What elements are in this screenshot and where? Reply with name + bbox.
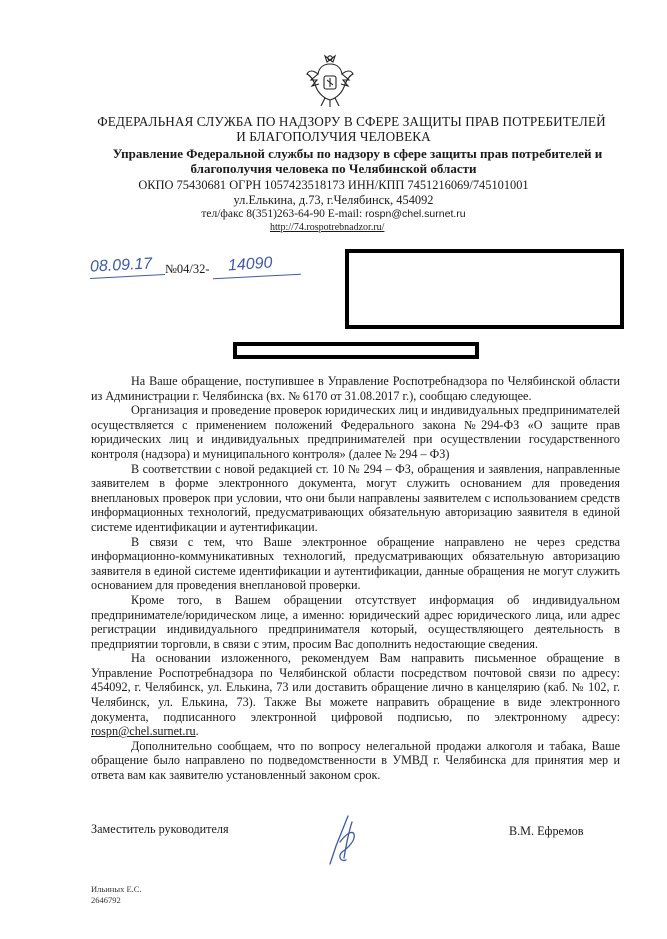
department-name-line1: Управление Федеральной службы по надзору в сфере защиты прав потребителей и — [112, 146, 603, 161]
website-link[interactable]: http://74.rospotrebnadzor.ru/ — [270, 222, 385, 233]
body-email-link[interactable]: rospn@chel.surnet.ru — [91, 724, 196, 739]
contact-line — [0, 208, 667, 220]
header-email-link[interactable]: rospn@chel.surnet.ru — [365, 208, 466, 220]
paragraph-2: Организация и проведение проверок юридических лиц и индивидуальных предпринимателей осуществляется с применением положений Федерального закона №294-ФЗ «О защите прав юридических лиц и индивидуальных предпринимателей при осуществлении государственного контроля (надзора) и муниципального контроля» (далее № 294 – ФЗ) — [91, 403, 620, 461]
redacted-salutation — [233, 342, 479, 359]
paragraph-1: На Ваше обращение, поступившее в Управление Роспотребнадзора по Челябинской области из Администрации г. Челябинска (вх. № 6170 от 31.08.2017 г.), сообщаю следующее. — [91, 374, 620, 403]
letter-body — [91, 374, 620, 783]
organization-address: ул.Елькина, д.73, г.Челябинск, 454092 — [233, 193, 434, 207]
handwritten-registration-number: 14090 — [227, 254, 274, 275]
executor-name: Ильиных Е.С. — [91, 884, 142, 894]
paragraph-5: Кроме того, в Вашем обращении отсутствует информация об индивидуальном предпринимателе/юридическом лице, а именно: юридический адрес юридического лица, или адрес регистрации индивидуального предпринимателя который, осуществляющего деятельность в предприятии торговли, в связи с этим, просим Вас дополнить недостающие сведения. — [91, 592, 620, 651]
agency-name-line1: ФЕДЕРАЛЬНАЯ СЛУЖБА ПО НАДЗОРУ В СФЕРЕ ЗАЩИТЫ ПРАВ ПОТРЕБИТЕЛЕЙ — [97, 114, 606, 129]
organization-codes: ОКПО 75430681 ОГРН 1057423518173 ИНН/КПП 7451216069/745101001 — [138, 178, 529, 192]
redacted-addressee-block — [345, 249, 624, 329]
handwritten-signature — [318, 812, 370, 870]
coat-of-arms-emblem — [305, 52, 355, 110]
executor-info — [91, 884, 142, 906]
executor-phone: 2646792 — [91, 895, 121, 905]
handwritten-date: 08.09.17 — [89, 255, 153, 276]
phone-fax: тел/факс 8(351)263-64-90 E-mail: — [201, 208, 366, 220]
registration-number-prefix: №04/32- — [165, 262, 210, 276]
paragraph-6-text: На основании изложенного, рекомендуем Вам направить письменное обращение в Управление Роспотребнадзора по Челябинской области посредством почтовой связи по адресу: 454092, г. Челябинск, ул. Елькина, 73 или доставить обращение лично в канцелярию (каб. № 102, г. Челябинск, ул. Елькина, 73). Также Вы можете направить обращение в виде электронного документа, подписанного электронной цифровой подписью, по электронному адресу: — [91, 651, 620, 724]
signatory-title: Заместитель руководителя — [91, 822, 229, 836]
paragraph-4: В связи с тем, что Ваше электронное обращение направлено не через средства информационно-коммуникативных технологий, предусматривающих обязательную авторизацию заявителя в единой системе идентификации и аутентификации, данные обращения не могут служить основанием для проведения внеплановой проверки. — [91, 534, 620, 593]
email-suffix: . — [195, 724, 199, 739]
number-underline — [213, 274, 301, 280]
paragraph-3: В соответствии с новой редакцией ст. 10 № 294 – ФЗ, обращения и заявления, направленные заявителем в форме электронного документа, могут служить основанием для проведения внеплановых проверок при условии, что они были направлены заявителем с использованием средств информационных технологий, предусматривающих обязательную авторизацию заявителя в единой системе идентификации и аутентификации. — [91, 461, 620, 534]
signatory-name: В.М. Ефремов — [509, 824, 584, 838]
paragraph-7: Дополнительно сообщаем, что по вопросу нелегальной продажи алкоголя и табака, Ваше обращение было направлено по подведомственности в УМВД г. Челябинска для принятия мер и ответа вам как заявителю установленный законом срок. — [91, 738, 620, 783]
department-name-line2: благополучия человека по Челябинской области — [190, 161, 477, 176]
paragraph-6 — [91, 651, 620, 739]
agency-name-line2: И БЛАГОПОЛУЧИЯ ЧЕЛОВЕКА — [236, 129, 431, 144]
